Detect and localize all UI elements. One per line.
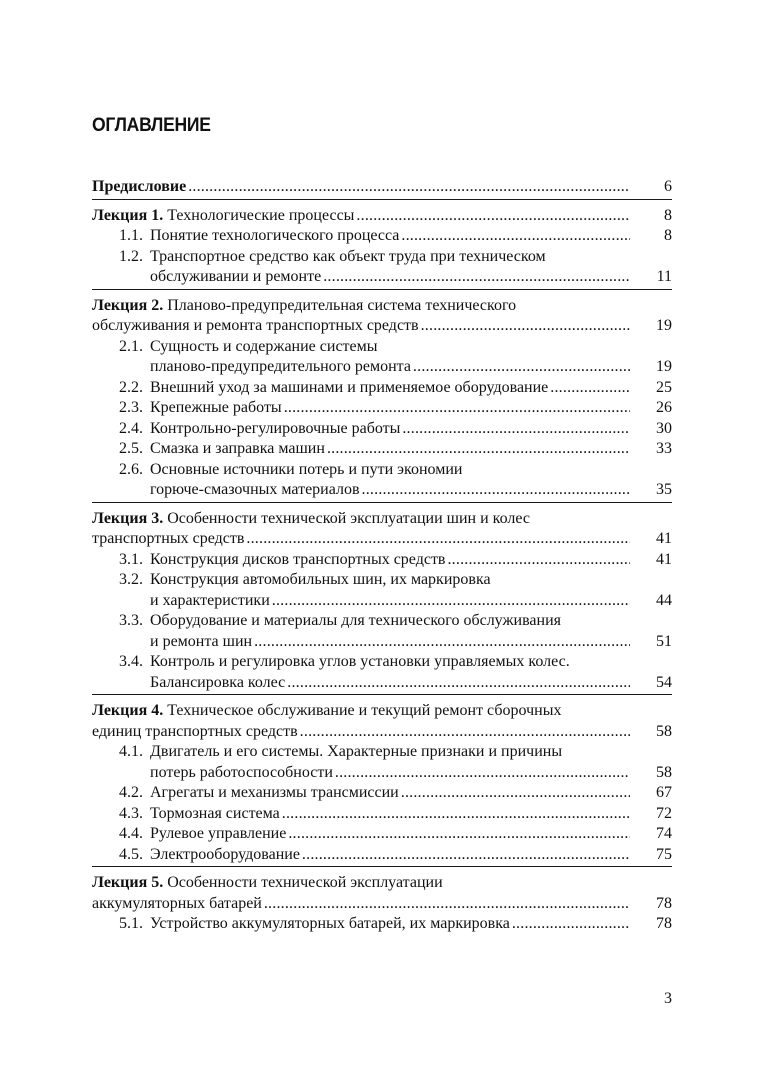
toc-entry-title [119,550,445,571]
subsection-title-text: Крепежные работы [150,399,282,416]
toc-entry-title [92,316,419,337]
toc-entry-title [119,783,399,804]
toc-page-number: 44 [656,591,672,609]
toc-page-number: 30 [656,419,672,437]
toc-entry-title [92,874,443,891]
toc-entry-subsection[interactable] [92,783,672,804]
section-number: 1.1. [119,227,143,244]
lecture-title-text: Технологические процессы [167,206,355,224]
toc-entry-lecture[interactable] [92,296,672,337]
toc-entry-subsection[interactable] [92,550,672,571]
toc-entry-subsection[interactable] [92,570,672,611]
toc-entry-title [92,702,561,719]
toc-entry-subsection[interactable] [92,845,672,866]
toc-entry-lecture[interactable] [92,206,672,227]
toc-entry-line [92,378,672,399]
toc-page-number: 58 [656,722,672,740]
toc-entry-title [119,743,562,760]
toc-entry-title [92,510,530,527]
lecture-title-text: Техническое обслуживание и текущий ремонт сборочных [167,702,562,719]
toc-section-preface [92,177,672,200]
subsection-title-text: потерь работоспособности [150,763,333,781]
toc-entry-subsection[interactable] [92,652,672,693]
lecture-title-text: Особенности технической эксплуатации [167,874,443,891]
page-number: 3 [664,990,672,1007]
subsection-title-text: и характеристики [150,591,270,609]
subsection-title-text: Двигатель и его системы. Характерные признаки и причины [150,743,563,760]
lecture-title-text: аккумуляторных батарей [92,894,262,912]
lecture-title-text: обслуживания и ремонта транспортных средств [92,317,419,334]
toc-entry-lecture[interactable] [92,873,672,914]
dot-leader [402,419,630,440]
toc-entry-subsection[interactable] [92,419,672,440]
toc-entry-subsection[interactable] [92,611,672,652]
section-number: 1.2. [119,247,143,265]
toc-entry-title [150,632,252,653]
toc-entry-line [92,845,672,866]
dot-leader [287,673,630,694]
toc-entry-line [92,247,672,268]
section-number: 2.3. [119,399,143,416]
dot-leader [327,439,630,460]
dot-leader [302,845,630,866]
subsection-title-text: Рулевое управление [150,825,287,842]
toc-entry-line [92,550,672,571]
toc-entry-line [92,804,672,825]
section-number: 2.5. [119,440,143,457]
lecture-label: Лекция 4. [92,702,164,719]
subsection-title-text: Внешний уход за машинами и применяемое оборудование [150,378,549,396]
section-number: 2.2. [119,378,143,396]
dot-leader [246,529,630,550]
toc-page-number: 72 [656,804,672,822]
subsection-title-text: Понятие технологического процесса [150,227,400,244]
toc-entry-line [92,357,672,378]
subsection-title-text: Контроль и регулировка углов установки управляемых колес. [150,653,570,670]
lecture-title-text: Особенности технической эксплуатации шин и колес [167,509,530,527]
toc-page-number: 8 [664,206,672,224]
lecture-title-text: единиц транспортных средств [92,722,298,740]
toc-entry-line [92,824,672,845]
toc-page-number: 26 [656,399,672,416]
toc-entry-line [92,742,672,763]
toc-entry-line [92,914,672,935]
toc-page-number: 8 [664,227,672,244]
subsection-title-text: Контрольно-регулировочные работы [150,419,401,437]
toc-entry-title [119,248,546,265]
section-number: 4.5. [119,845,143,863]
section-number: 4.3. [119,804,143,822]
toc-entry-title [119,378,548,399]
subsection-title-text: Конструкция дисков транспортных средств [150,550,446,568]
dot-leader [272,591,630,612]
toc-entry-title [119,845,300,866]
toc-page-number: 41 [656,550,672,568]
toc-page-number: 41 [656,530,672,547]
section-number: 3.1. [119,550,143,568]
toc-page-number: 54 [656,673,672,691]
subsection-title-text: планово-предупредительного ремонта [150,358,411,375]
subsection-title-text: Устройство аккумуляторных батарей, их маркировка [150,915,510,932]
toc-entry-line [92,783,672,804]
section-number: 4.2. [119,784,143,801]
toc-entry-line [92,722,672,743]
toc-entry-line [92,632,672,653]
toc-entry-line [92,509,672,530]
toc-page-number: 19 [656,317,672,334]
toc-entry-line [92,398,672,419]
toc-entry-title: Предисловие [92,178,187,195]
toc-entry-subsection[interactable] [92,824,672,845]
toc-entry-title [119,612,561,629]
toc-entry-title [119,914,510,935]
toc-entry-subsection[interactable] [92,742,672,783]
toc-entry-lecture[interactable] [92,701,672,742]
lecture-label: Лекция 1. [92,206,164,224]
toc-entry-title [150,763,333,784]
section-number: 3.2. [119,571,143,588]
lecture-label: Лекция 2. [92,296,164,314]
toc-page-number: 25 [656,378,672,396]
toc-page-number: 33 [656,440,672,457]
toc-entry-line [92,460,672,481]
subsection-title-text: горюче-смазочных материалов [150,481,360,498]
toc-entry-line [92,226,672,247]
toc-section-lecture-4 [92,701,672,867]
toc-entry-title [92,206,354,227]
dot-leader [284,398,630,419]
toc-section-lecture-5 [92,873,672,936]
section-number: 2.4. [119,419,143,437]
dot-leader [335,763,630,784]
toc-entry-line [92,296,672,317]
toc-entry-title [119,338,378,355]
toc-entry-preface[interactable] [92,177,672,198]
toc-entry-title [150,480,360,501]
dot-leader [421,316,630,337]
dot-leader [188,177,630,198]
dot-leader [362,480,630,501]
toc-entry-line [92,337,672,358]
subsection-title-text: и ремонта шин [150,632,253,650]
toc-page-number: 35 [656,481,672,498]
subsection-title-text: Балансировка колес [150,673,286,691]
toc-entry-line [92,419,672,440]
subsection-title-text: Основные источники потерь и пути экономии [150,460,463,478]
dot-leader [413,357,630,378]
toc-entry-subsection[interactable] [92,439,672,460]
toc-entry-subsection[interactable] [92,804,672,825]
dot-leader [550,378,630,399]
toc-entry-title [119,461,462,478]
toc-entry-title [92,297,516,314]
subsection-title-text: Тормозная система [150,804,280,822]
toc-entry-line [92,480,672,501]
toc-section-lecture-1 [92,206,672,290]
toc-section-lecture-2 [92,296,672,503]
toc-entry-line [92,611,672,632]
toc-page-number: 75 [656,845,672,863]
toc-entry-title [150,267,321,288]
toc-entry-title [92,894,262,915]
section-number: 5.1. [119,915,143,932]
toc-entry-subsection[interactable] [92,337,672,378]
table-of-contents [92,177,672,942]
subsection-title-text: Агрегаты и механизмы трансмиссии [150,784,399,801]
toc-entry-line [92,439,672,460]
dot-leader [512,914,630,935]
toc-entry-line [92,529,672,550]
page-title: ОГЛАВЛЕНИЕ [92,114,211,136]
dot-leader [300,722,630,743]
toc-page-number: 67 [656,784,672,801]
lecture-title-text: Планово-предупредительная система технического [167,296,517,314]
toc-entry-title [119,653,570,670]
toc-entry-subsection[interactable] [92,226,672,247]
section-number: 3.3. [119,612,143,629]
toc-entry-title [150,673,285,694]
toc-entry-line [92,652,672,673]
section-number: 4.4. [119,825,143,842]
toc-page-number: 78 [656,894,672,912]
toc-entry-title [150,591,270,612]
toc-entry-line [92,267,672,288]
section-number: 3.4. [119,653,143,670]
toc-entry-title [119,804,280,825]
toc-page-number: 19 [656,358,672,375]
toc-entry-title [119,226,399,247]
toc-entry-subsection[interactable] [92,914,672,935]
toc-entry-line [92,894,672,915]
toc-entry-subsection[interactable] [92,460,672,501]
toc-entry-title [119,439,325,460]
subsection-title-text: Электрооборудование [150,845,300,863]
toc-entry-line [92,673,672,694]
lecture-title-text: транспортных средств [92,530,245,547]
toc-page-number: 11 [656,268,672,285]
section-number: 4.1. [119,743,143,760]
subsection-title-text: Конструкция автомобильных шин, их маркировка [150,571,491,588]
toc-entry-title [119,398,282,419]
subsection-title-text: Сущность и содержание системы [150,337,378,355]
toc-page-number: 78 [656,915,672,932]
toc-entry-title [119,419,400,440]
toc-entry-line [92,701,672,722]
toc-entry-line [92,570,672,591]
toc-entry-line [92,873,672,894]
toc-section-lecture-3 [92,509,672,696]
lecture-label: Лекция 3. [92,509,164,527]
section-number: 2.1. [119,337,143,355]
dot-leader [288,824,630,845]
toc-page-number: 6 [664,178,672,195]
dot-leader [264,894,630,915]
dot-leader [323,267,630,288]
toc-entry-subsection[interactable] [92,398,672,419]
subsection-title-text: Смазка и заправка машин [150,440,325,457]
toc-entry-line [92,591,672,612]
dot-leader [401,783,630,804]
toc-entry-line [92,206,672,227]
dot-leader [282,804,630,825]
toc-entry-title [92,529,244,550]
dot-leader [254,632,630,653]
toc-page-number: 74 [656,825,672,842]
dot-leader [447,550,630,571]
lecture-label: Лекция 5. [92,874,164,891]
section-number: 2.6. [119,460,143,478]
toc-entry-title [119,571,491,588]
toc-entry-line [92,763,672,784]
toc-entry-title [119,824,286,845]
subsection-title-text: обслуживании и ремонте [150,268,322,285]
toc-entry-line [92,316,672,337]
toc-entry-lecture[interactable] [92,509,672,550]
toc-page-number: 58 [656,763,672,781]
toc-page-number: 51 [656,632,672,650]
toc-entry-title [150,357,411,378]
subsection-title-text: Оборудование и материалы для технического обслуживания [150,612,562,629]
subsection-title-text: Транспортное средство как объект труда при техническом [150,247,546,265]
dot-leader [356,206,630,227]
toc-entry-subsection[interactable] [92,247,672,288]
dot-leader [401,226,630,247]
toc-entry-title [92,722,298,743]
toc-entry-subsection[interactable] [92,378,672,399]
